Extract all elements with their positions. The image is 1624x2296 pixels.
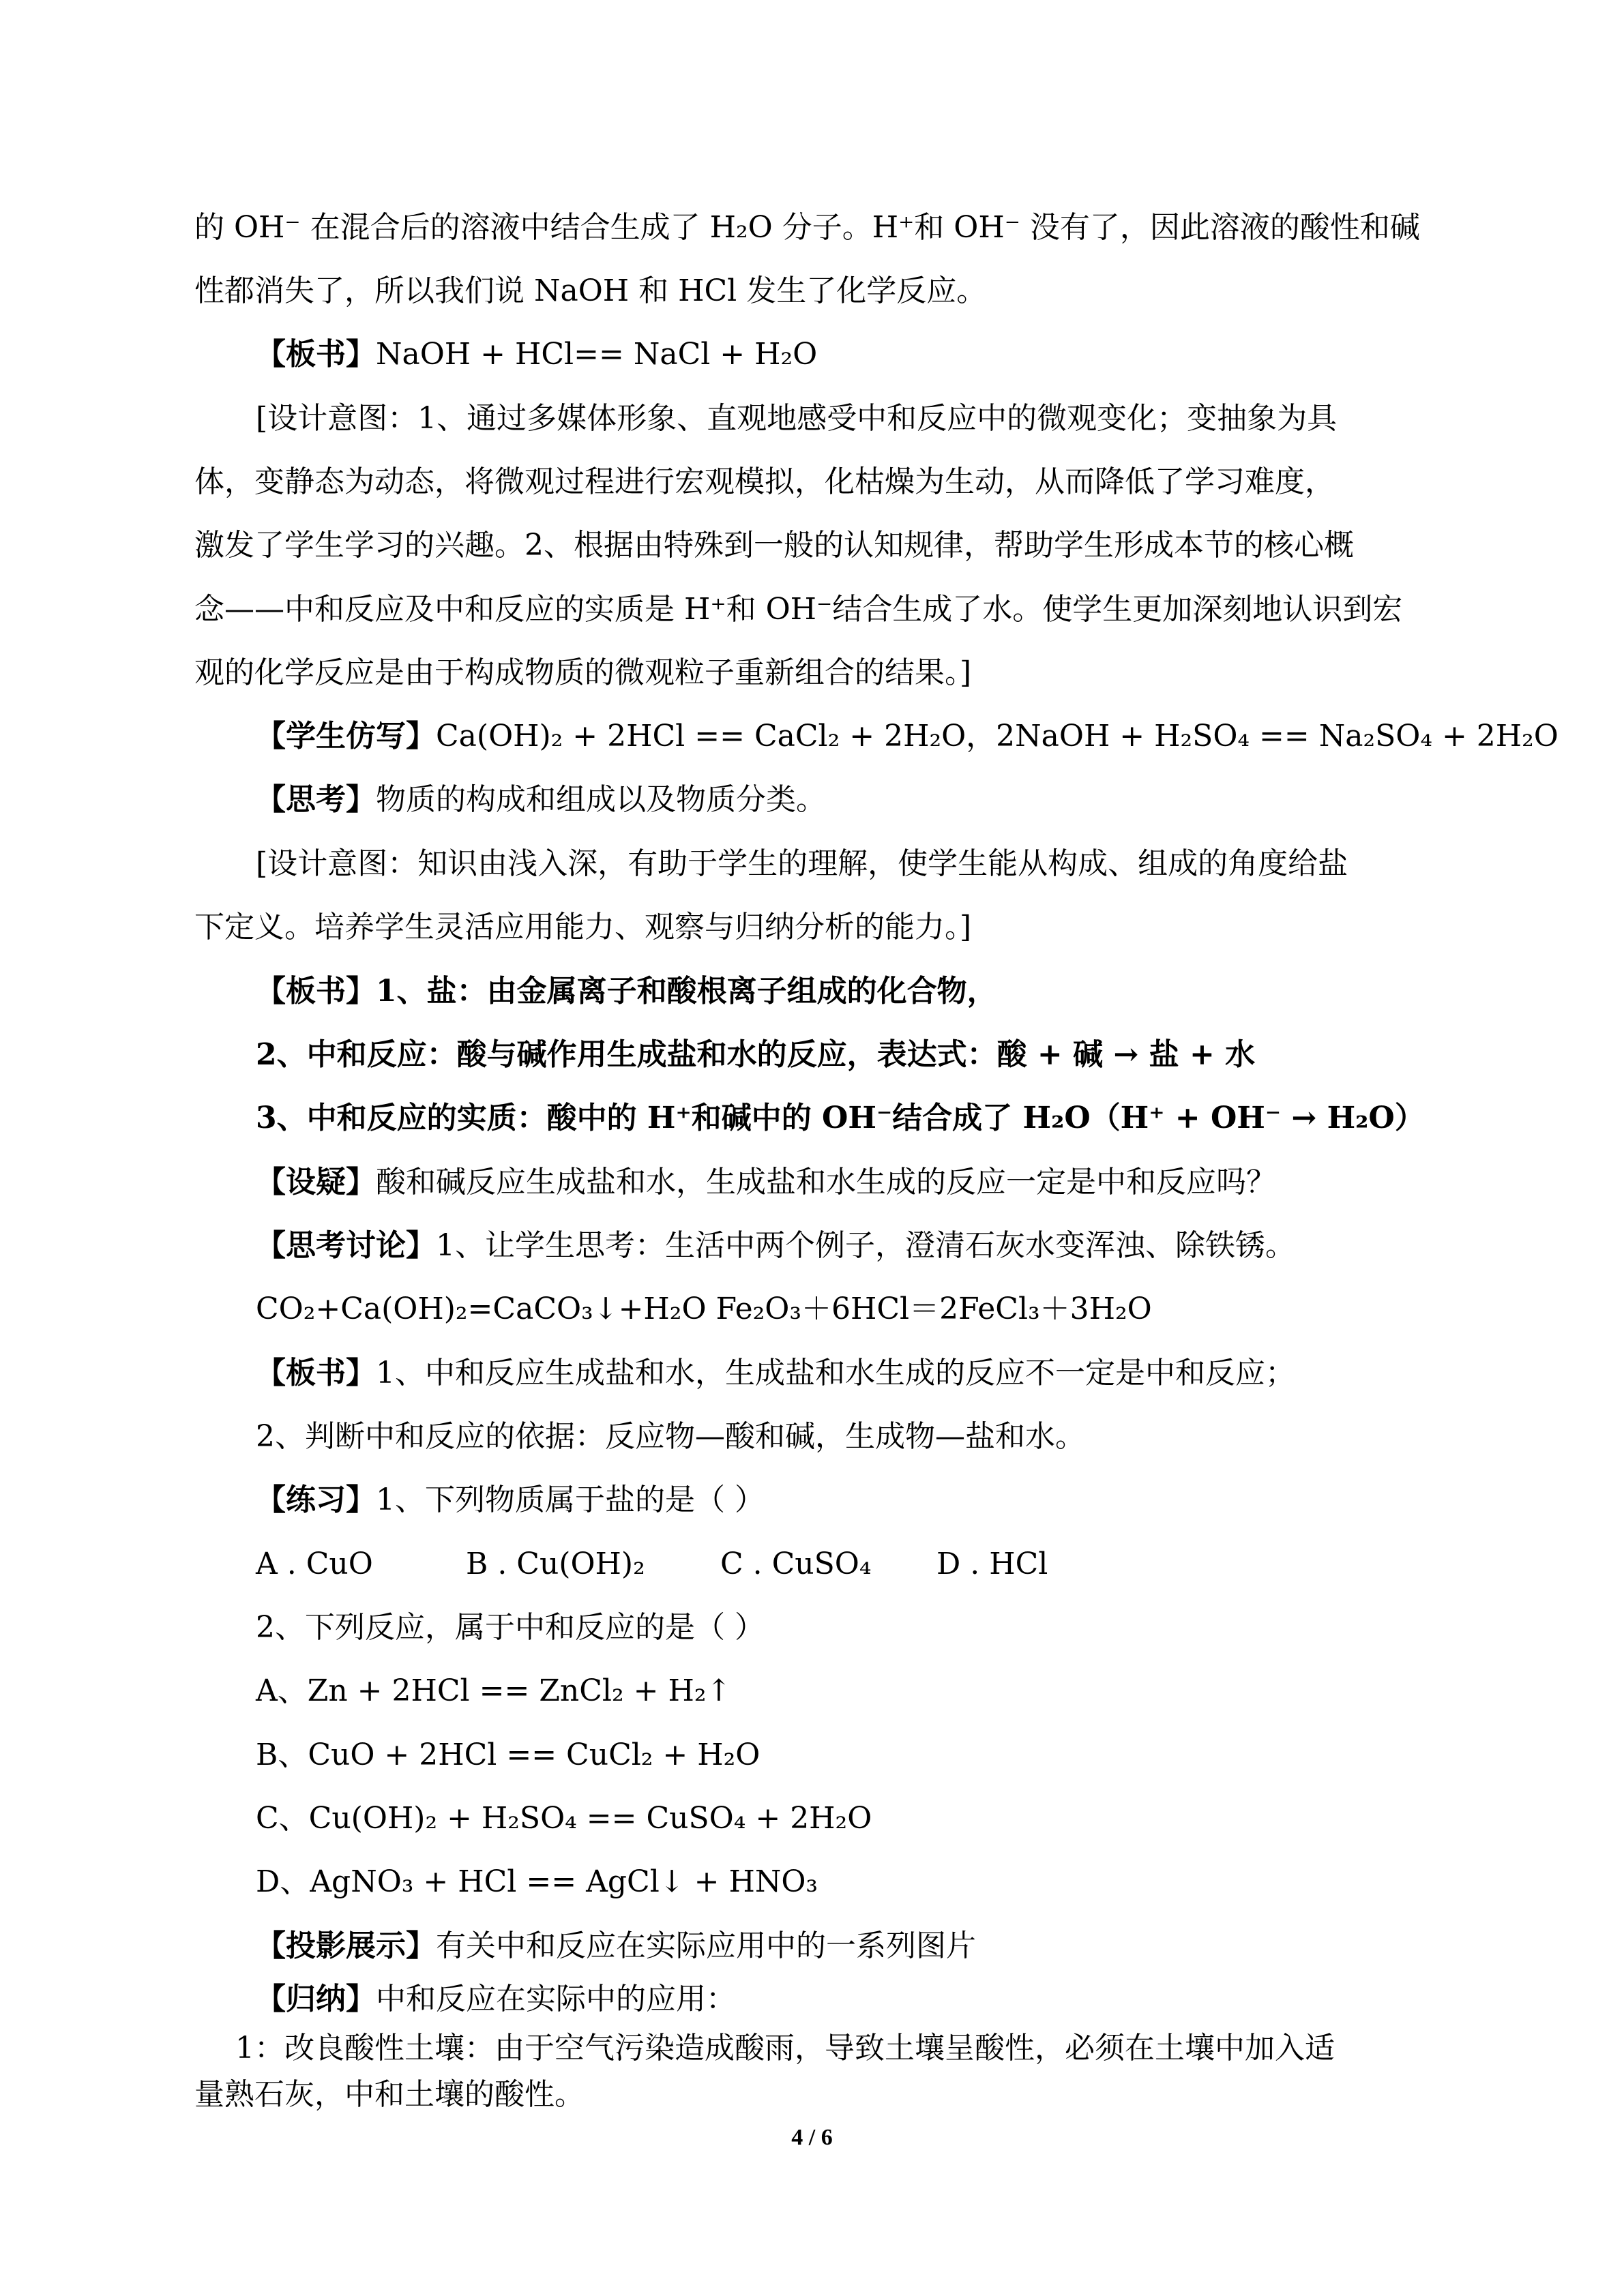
projection-note <box>256 1926 976 1967</box>
design-intent-line: 念——中和反应及中和反应的实质是 H⁺和 OH⁻结合生成了水。使学生更加深刻地认识到宏 <box>194 592 1403 627</box>
summary-tag: 【归纳】 <box>256 1982 376 2016</box>
paragraph-line: 性都消失了，所以我们说 NaOH 和 HCl 发生了化学反应。 <box>194 273 987 308</box>
discussion-note <box>256 1225 1295 1266</box>
discussion-text: 1、让学生思考：生活中两个例子，澄清石灰水变浑浊、除铁锈。 <box>436 1228 1295 1263</box>
exercise-question <box>256 1480 765 1521</box>
imitation-text: Ca(OH)₂ + 2HCl == CaCl₂ + 2H₂O，2NaOH + H₂SO₄ == Na₂SO₄ + 2H₂O <box>436 719 1559 754</box>
board-line: 1、中和反应生成盐和水，生成盐和水生成的反应不一定是中和反应； <box>376 1356 1295 1390</box>
option-c: C、Cu(OH)₂ + H₂SO₄ == CuSO₄ + 2H₂O <box>256 1801 872 1836</box>
option-a: A、Zn + 2HCl == ZnCl₂ + H₂↑ <box>256 1673 732 1708</box>
paragraph-line: 的 OH⁻ 在混合后的溶液中结合生成了 H₂O 分子。H⁺和 OH⁻ 没有了，因此溶液的酸性和碱 <box>194 210 1420 245</box>
design-intent-line: 体，变静态为动态，将微观过程进行宏观模拟，化枯燥为生动，从而降低了学习难度， <box>194 464 1335 499</box>
think-text: 物质的构成和组成以及物质分类。 <box>376 782 826 817</box>
imitation-tag: 【学生仿写】 <box>256 719 436 754</box>
projection-text: 有关中和反应在实际应用中的一系列图片 <box>436 1928 976 1963</box>
board-equation: NaOH + HCl== NaCl + H₂O <box>376 337 818 372</box>
option-d: D . HCl <box>936 1547 1048 1581</box>
exercise-question: 2、下列反应，属于中和反应的是（ ） <box>256 1610 765 1645</box>
summary-item: 1：改良酸性土壤：由于空气污染造成酸雨，导致土壤呈酸性，必须在土壤中加入适 <box>235 2031 1335 2066</box>
option-c: C . CuSO₄ <box>720 1547 872 1581</box>
board-note <box>256 334 817 375</box>
design-intent-line: 观的化学反应是由于构成物质的微观粒子重新组合的结果。] <box>194 655 972 690</box>
doubt-tag: 【设疑】 <box>256 1165 376 1199</box>
projection-tag: 【投影展示】 <box>256 1928 436 1963</box>
design-intent-line: 激发了学生学习的兴趣。2、根据由特殊到一般的认知规律，帮助学生形成本节的核心概 <box>194 528 1354 563</box>
board-tag: 【板书】 <box>256 337 376 372</box>
student-imitation <box>256 716 1559 757</box>
doubt-note <box>256 1162 1276 1203</box>
option-a: A . CuO <box>256 1547 373 1581</box>
board-line: 2、判断中和反应的依据：反应物—酸和碱，生成物—盐和水。 <box>256 1419 1085 1454</box>
question-text: 1、下列物质属于盐的是（ ） <box>376 1482 765 1517</box>
summary-item: 量熟石灰，中和土壤的酸性。 <box>194 2077 585 2112</box>
page-number: 4 / 6 <box>791 2125 833 2150</box>
board-note <box>256 1353 1295 1394</box>
example-equations: CO₂+Ca(OH)₂=CaCO₃↓+H₂O Fe₂O₃＋6HCl＝2FeCl₃＋3H₂O <box>256 1292 1152 1326</box>
option-b: B、CuO + 2HCl == CuCl₂ + H₂O <box>256 1738 761 1772</box>
board-tag: 【板书】 <box>256 974 376 1009</box>
think-note <box>256 779 826 820</box>
option-b: B . Cu(OH)₂ <box>466 1547 645 1581</box>
design-intent-line: [设计意图：知识由浅入深，有助于学生的理解，使学生能从构成、组成的角度给盐 <box>256 846 1348 881</box>
board-line: 3、中和反应的实质：酸中的 H⁺和碱中的 OH⁻结合成了 H₂O（H⁺ + OH⁻ → H₂O） <box>256 1101 1425 1135</box>
board-tag: 【板书】 <box>256 1356 376 1390</box>
board-note <box>256 971 997 1012</box>
discussion-tag: 【思考讨论】 <box>256 1228 436 1263</box>
summary-note <box>256 1979 736 2020</box>
design-intent-line: [设计意图：1、通过多媒体形象、直观地感受中和反应中的微观变化；变抽象为具 <box>256 401 1338 436</box>
doubt-text: 酸和碱反应生成盐和水，生成盐和水生成的反应一定是中和反应吗？ <box>376 1165 1276 1199</box>
board-line: 1、盐：由金属离子和酸根离子组成的化合物， <box>376 974 997 1009</box>
think-tag: 【思考】 <box>256 782 376 817</box>
design-intent-line: 下定义。培养学生灵活应用能力、观察与归纳分析的能力。] <box>194 910 972 944</box>
board-line: 2、中和反应：酸与碱作用生成盐和水的反应，表达式：酸 + 碱 → 盐 + 水 <box>256 1037 1256 1072</box>
summary-text: 中和反应在实际中的应用： <box>376 1982 736 2016</box>
option-d: D、AgNO₃ + HCl == AgCl↓ + HNO₃ <box>256 1864 818 1899</box>
exercise-tag: 【练习】 <box>256 1482 376 1517</box>
